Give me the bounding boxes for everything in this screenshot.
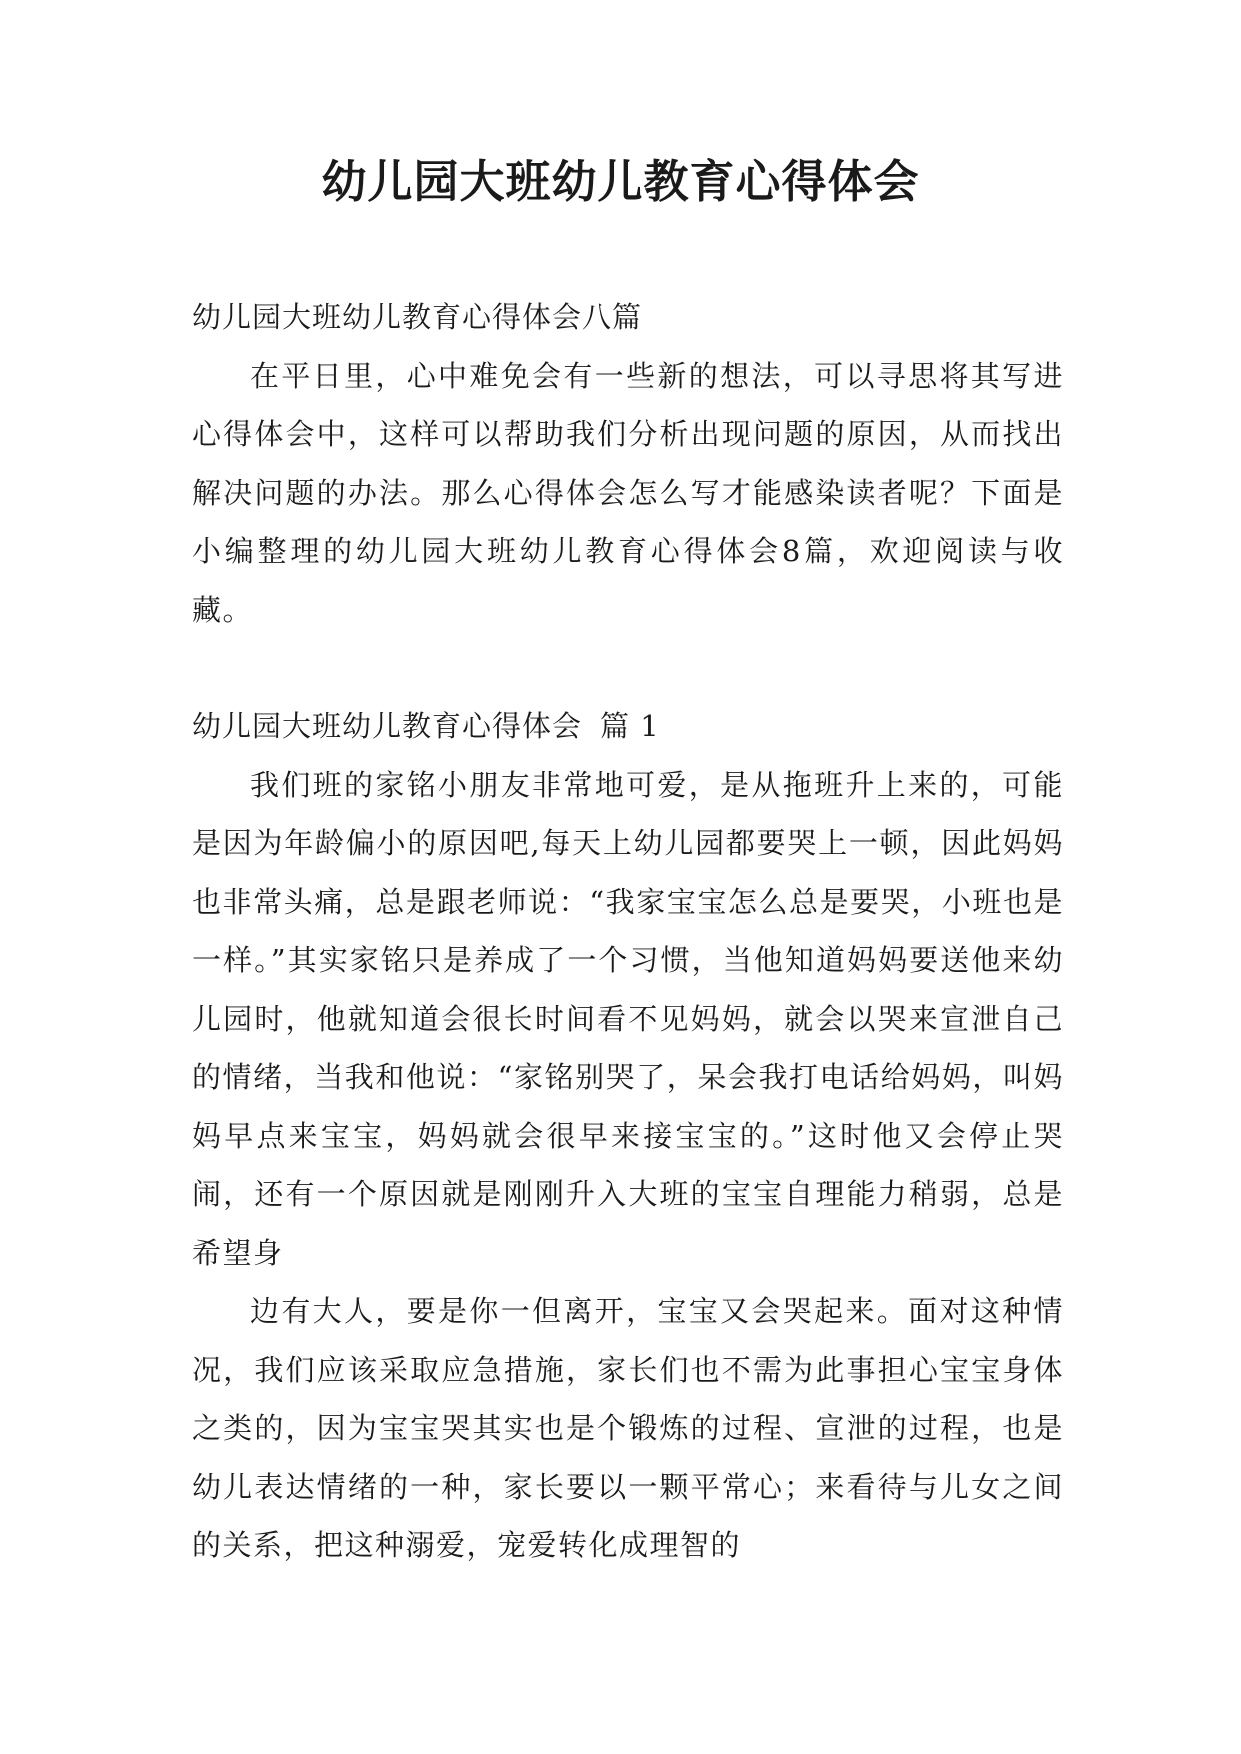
section-paragraph: 边有大人，要是你一但离开，宝宝又会哭起来。面对这种情况，我们应该采取应急措施，家长们也不需为此事担心宝宝身体之类的，因为宝宝哭其实也是个锻炼的过程、宣泄的过程，也是幼儿表达情绪的一种，家长要以一颗平常心；来看待与儿女之间的关系，把这种溺爱，宠爱转化成理智的 (192, 1294, 1064, 1562)
section-paragraph: 我们班的家铭小朋友非常地可爱，是从拖班升上来的，可能是因为年龄偏小的原因吧,每天上幼儿园都要哭上一顿，因此妈妈也非常头痛，总是跟老师说：“我家宝宝怎么总是要哭，小班也是一样。”其实家铭只是养成了一个习惯，当他知道妈妈要送他来幼儿园时，他就知道会很长时间看不见妈妈，就会以哭来宣泄自己的情绪，当我和他说：“家铭别哭了，呆会我打电话给妈妈，叫妈妈早点来宝宝，妈妈就会很早来接宝宝的。”这时他又会停止哭闹，还有一个原因就是刚刚升入大班的宝宝自理能力稍弱，总是希望身 (192, 767, 1064, 1270)
section-spacer (192, 639, 1064, 697)
document-subtitle: 幼儿园大班幼儿教育心得体会八篇 (192, 300, 643, 334)
document-body (192, 288, 1064, 1575)
section-heading-text: 幼儿园大班幼儿教育心得体会 (192, 709, 583, 743)
section-number: 篇 1 (600, 709, 660, 743)
section-heading (192, 697, 1064, 756)
intro-paragraph: 在平日里，心中难免会有一些新的想法，可以寻思将其写进心得体会中，这样可以帮助我们分析出现问题的原因，从而找出解决问题的办法。那么心得体会怎么写才能感染读者呢？下面是小编整理的幼儿园大班幼儿教育心得体会8篇，欢迎阅读与收藏。 (192, 358, 1064, 627)
document-title: 幼儿园大班幼儿教育心得体会 (321, 155, 920, 208)
